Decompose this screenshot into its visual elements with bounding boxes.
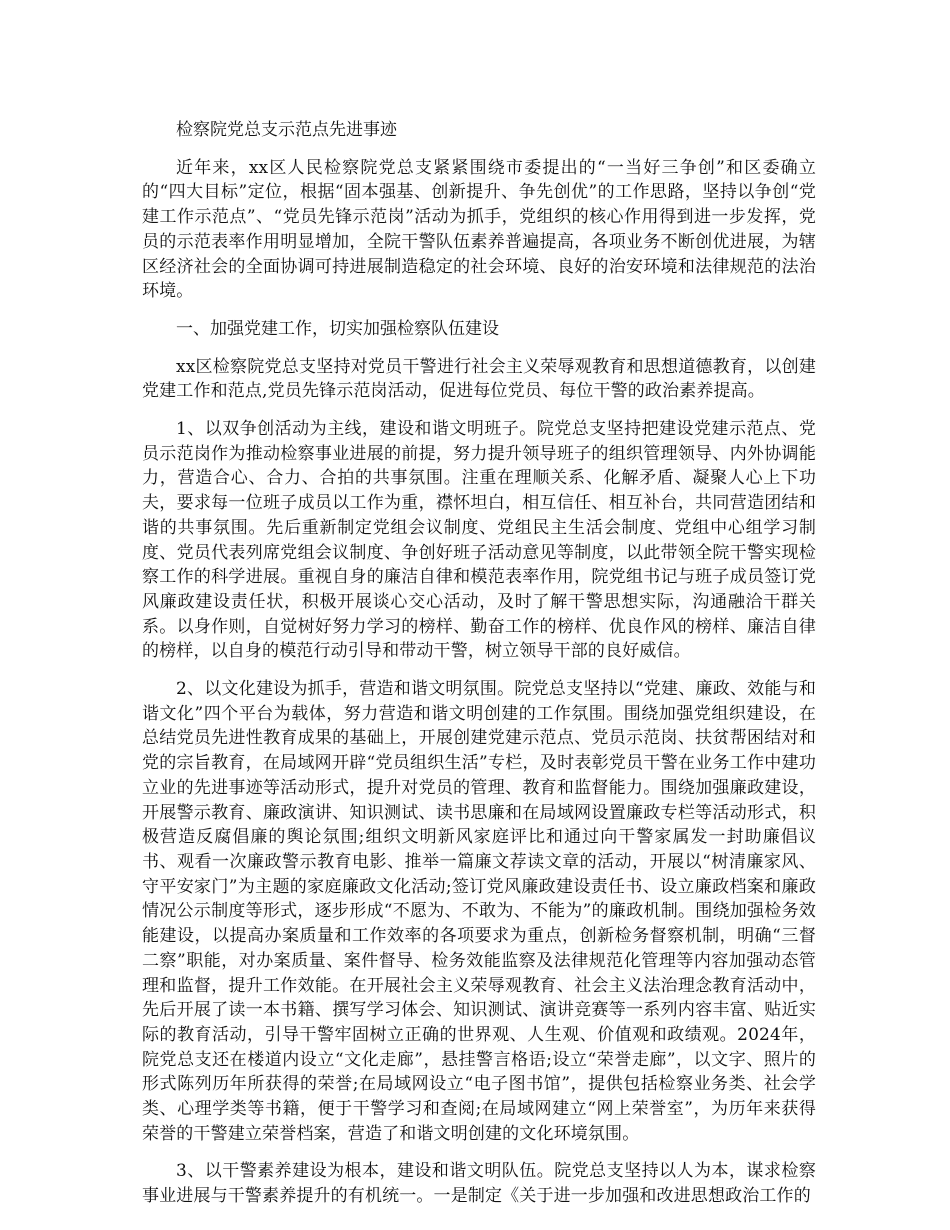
document-title: 检察院党总支示范点先进事迹 <box>176 120 397 140</box>
item-3-paragraph: 3、以干警素养建设为根本，建设和谐文明队伍。院党总支坚持以人为本，谋求检察事业进展与干警素养提升的有机统一。一是制定《关于进一步加强和改进思想政治工作的 <box>142 1161 816 1207</box>
section-1-paragraph: xx区检察院党总支坚持对党员干警进行社会主义荣辱观教育和思想道德教育，以创建党建工作和范点,党员先锋示范岗活动，促进每位党员、每位干警的政治素养提高。 <box>142 356 816 402</box>
intro-paragraph: 近年来，xx区人民检察院党总支紧紧围绕市委提出的“一当好三争创”和区委确立的“四大目标”定位，根据“固本强基、创新提升、争先创优”的工作思路，坚持以争创“党建工作示范点”、“党员先锋示范岗”活动为抓手，党组织的核心作用得到进一步发挥，党员的示范表率作用明显增加，全院干警队伍素养普遍提高，各项业务不断创优进展，为辖区经济社会的全面协调可持进展制造稳定的社会环境、良好的治安环境和法律规范的法治环境。 <box>142 157 816 302</box>
item-2-paragraph: 2、以文化建设为抓手，营造和谐文明氛围。院党总支坚持以“党建、廉政、效能与和谐文化”四个平台为载体，努力营造和谐文明创建的工作氛围。围绕加强党组织建设，在总结党员先进性教育成果的基础上，开展创建党建示范点、党员示范岗、扶贫帮困结对和党的宗旨教育，在局域网开辟“党员组织生活”专栏，及时表彰党员干警在业务工作中建功立业的先进事迹等活动形式，提升对党员的管理、教育和监督能力。围绕加强廉政建设，开展警示教育、廉政演讲、知识测试、读书思廉和在局域网设置廉政专栏等活动形式，积极营造反腐倡廉的舆论氛围;组织文明新风家庭评比和通过向干警家属发一封助廉倡议书、观看一次廉政警示教育电影、推举一篇廉文荐读文章的活动，开展以“树清廉家风、守平安家门”为主题的家庭廉政文化活动;签订党风廉政建设责任书、设立廉政档案和廉政情况公示制度等形式，逐步形成“不愿为、不敢为、不能为”的廉政机制。围绕加强检务效能建设，以提高办案质量和工作效率的各项要求为重点，创新检务督察机制，明确“三督二察”职能，对办案质量、案件督导、检务效能监察及法律规范化管理等内容加强动态管理和监督，提升工作效能。在开展社会主义荣辱观教育、社会主义法治理念教育活动中，先后开展了读一本书籍、撰写学习体会、知识测试、演讲竞赛等一系列内容丰富、贴近实际的教育活动，引导干警牢固树立正确的世界观、人生观、价值观和政绩观。2024年，院党总支还在楼道内设立“文化走廊”，悬挂警言格语;设立“荣誉走廊”，以文字、照片的形式陈列历年所获得的荣誉;在局域网设立“电子图书馆”，提供包括检察业务类、社会学类、心理学类等书籍，便于干警学习和查阅;在局域网建立“网上荣誉室”，为历年来获得荣誉的干警建立荣誉档案，营造了和谐文明创建的文化环境氛围。 <box>142 679 816 1144</box>
document-body <box>142 118 816 1209</box>
section-1-heading: 一、加强党建工作，切实加强检察队伍建设 <box>176 318 499 339</box>
item-1-paragraph: 1、以双争创活动为主线，建设和谐文明班子。院党总支坚持把建设党建示范点、党员示范岗作为推动检察事业进展的前提，努力提升领导班子的组织管理领导、内外协调能力，营造合心、合力、合拍的共事氛围。注重在理顺关系、化解矛盾、凝聚人心上下功夫，要求每一位班子成员以工作为重，襟怀坦白，相互信任、相互补台，共同营造团结和谐的共事氛围。先后重新制定党组会议制度、党组民主生活会制度、党组中心组学习制度、党员代表列席党组会议制度、争创好班子活动意见等制度，以此带领全院干警实现检察工作的科学进展。重视自身的廉洁自律和模范表率作用，院党组书记与班子成员签订党风廉政建设责任状，积极开展谈心交心活动，及时了解干警思想实际，沟通融洽干群关系。以身作则，自觉树好努力学习的榜样、勤奋工作的榜样、优良作风的榜样、廉洁自律的榜样，以自身的模范行动引导和带动干警，树立领导干部的良好威信。 <box>142 419 816 662</box>
